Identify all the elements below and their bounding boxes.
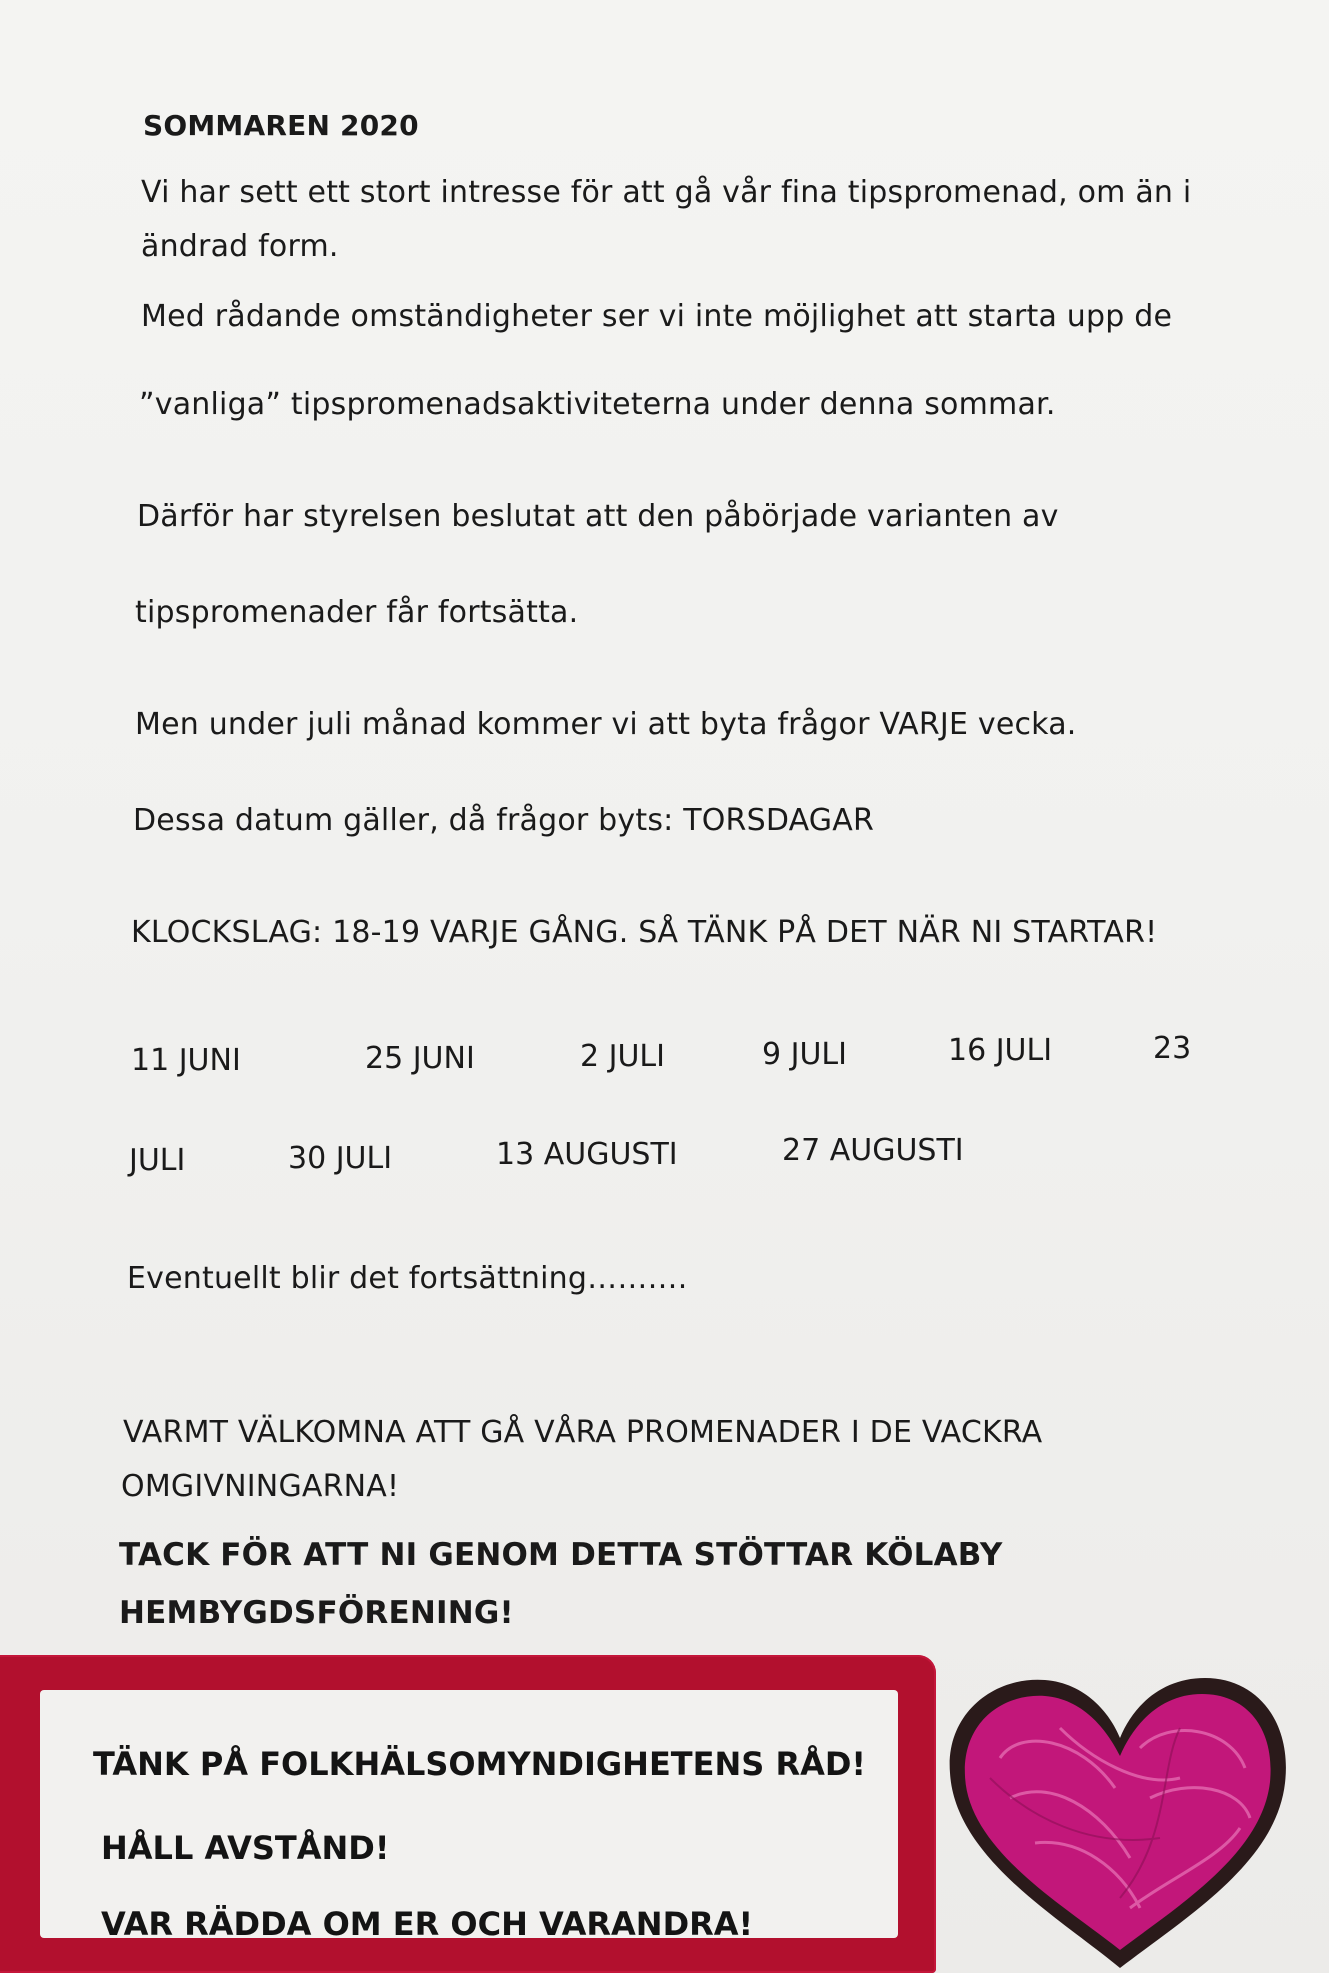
paragraph-6: KLOCKSLAG: 18-19 VARJE GÅNG. SÅ TÄNK PÅ DET NÄR NI STARTAR! [131, 915, 1158, 950]
date-item: 25 JUNI [365, 1041, 475, 1076]
paragraph-8-line-1: VARMT VÄLKOMNA ATT GÅ VÅRA PROMENADER I DE VACKRA [123, 1415, 1043, 1450]
paragraph-3-line-2: tipspromenader får fortsätta. [135, 595, 579, 630]
paragraph-8-line-2: OMGIVNINGARNA! [121, 1469, 400, 1504]
paragraph-4: Men under juli månad kommer vi att byta frågor VARJE vecka. [135, 707, 1077, 742]
date-item: 13 AUGUSTI [496, 1137, 678, 1172]
reminder-line-1: TÄNK PÅ FOLKHÄLSOMYNDIGHETENS RÅD! [93, 1745, 867, 1783]
reminder-box [40, 1690, 898, 1943]
date-item: 9 JULI [762, 1037, 847, 1072]
paragraph-2-line-1: Med rådande omständigheter ser vi inte möjlighet att starta upp de [141, 299, 1173, 334]
reminder-line-2: HÅLL AVSTÅND! [101, 1829, 390, 1867]
paragraph-3-line-1: Därför har styrelsen beslutat att den påbörjade varianten av [137, 499, 1059, 534]
paragraph-9-line-1: TACK FÖR ATT NI GENOM DETTA STÖTTAR KÖLABY [119, 1537, 1003, 1573]
paragraph-7: Eventuellt blir det fortsättning………. [127, 1261, 688, 1296]
heart-drawing-icon [940, 1668, 1300, 1973]
paragraph-5: Dessa datum gäller, då frågor byts: TORSDAGAR [133, 803, 875, 838]
reminder-line-3: VAR RÄDDA OM ER OCH VARANDRA! [101, 1905, 754, 1943]
date-item: 11 JUNI [131, 1043, 241, 1078]
paragraph-9-line-2: HEMBYGDSFÖRENING! [119, 1595, 514, 1631]
date-item: 23 [1153, 1031, 1192, 1066]
paragraph-1-line-2: ändrad form. [141, 229, 339, 264]
date-item: 16 JULI [948, 1033, 1053, 1068]
date-item: 30 JULI [288, 1141, 393, 1176]
page-title: SOMMAREN 2020 [143, 109, 419, 142]
date-item: 2 JULI [580, 1039, 665, 1074]
date-item: JULI [129, 1143, 186, 1178]
date-item: 27 AUGUSTI [782, 1133, 964, 1168]
paragraph-2-line-2: ”vanliga” tipspromenadsaktiviteterna under denna sommar. [139, 387, 1056, 422]
paragraph-1-line-1: Vi har sett ett stort intresse för att gå vår fina tipspromenad, om än i [141, 175, 1192, 210]
